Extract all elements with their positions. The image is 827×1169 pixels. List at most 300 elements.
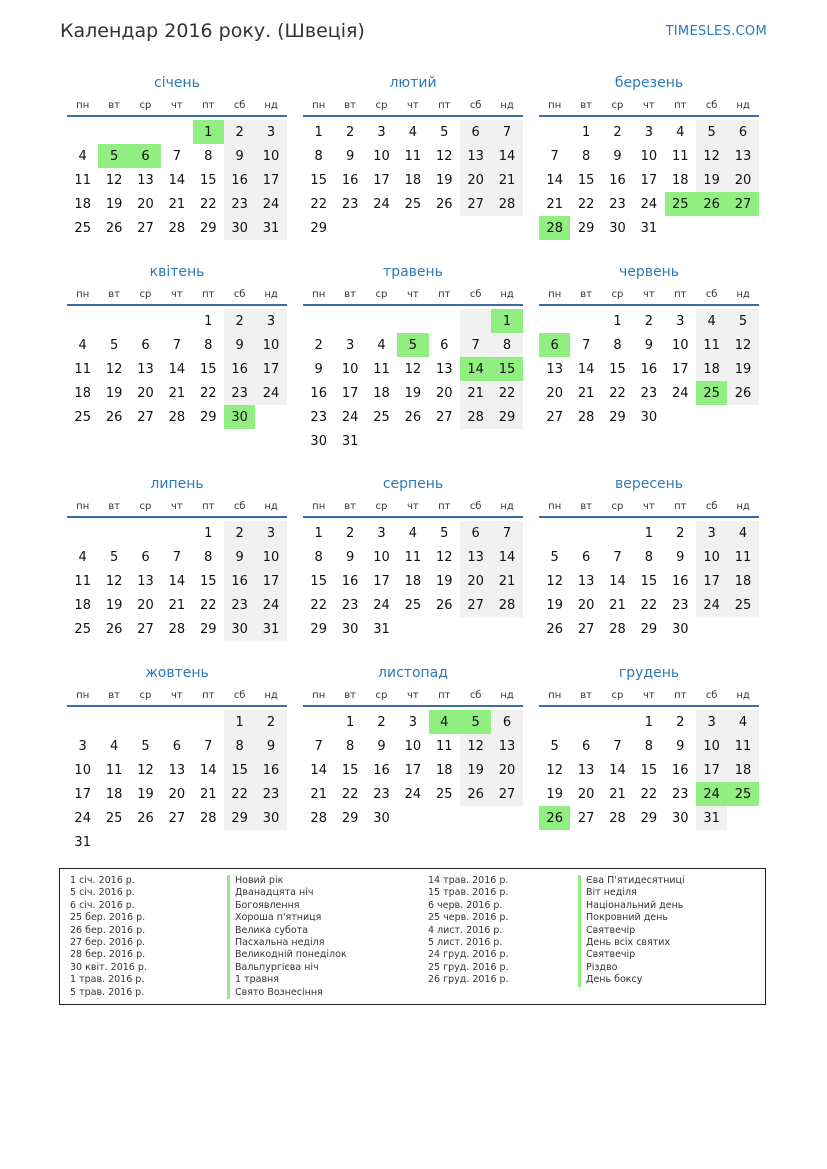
month-name: липень [150, 476, 204, 492]
legend-date: 26 бер. 2016 р. [70, 924, 146, 936]
day-cell: 12 [137, 762, 154, 778]
day-cell: 5 [109, 549, 119, 565]
day-cell: 9 [345, 148, 355, 164]
empty-cell [161, 120, 192, 144]
day-cell: 21 [577, 385, 595, 401]
day-cell: 10 [255, 545, 286, 569]
legend-date: 15 трав. 2016 р. [428, 887, 509, 899]
day-grid [303, 120, 523, 240]
day-cell: 3 [696, 710, 727, 734]
legend-date: 5 лист. 2016 р. [428, 937, 503, 949]
month-block [539, 73, 759, 240]
day-cell: 20 [137, 385, 154, 401]
day-cell: 1 [204, 525, 213, 541]
day-cell: 21 [460, 381, 491, 405]
day-cell: 13 [546, 361, 563, 377]
day-cell: 21 [491, 569, 522, 593]
day-cell: 22 [640, 786, 658, 802]
day-cell: 26 [105, 220, 123, 236]
day-cell: 28 [609, 810, 626, 826]
day-cell: 27 [168, 810, 186, 826]
legend-holiday-name: Богоявлення [227, 900, 347, 912]
day-cell: 10 [640, 148, 658, 164]
weekday-label: вт [580, 501, 592, 512]
day-cell: 8 [345, 738, 355, 754]
day-cell: 13 [577, 573, 595, 589]
day-cell: 3 [676, 313, 685, 329]
day-grid [67, 120, 287, 240]
day-cell: 16 [255, 758, 286, 782]
weekday-label: пн [548, 690, 562, 701]
day-cell: 21 [609, 786, 626, 802]
holiday-day-cell: 26 [696, 192, 727, 216]
day-cell: 8 [314, 549, 323, 565]
empty-cell [67, 521, 98, 545]
day-cell: 2 [377, 714, 386, 730]
day-cell: 24 [341, 409, 359, 425]
day-cell: 13 [137, 361, 154, 377]
day-cell: 20 [137, 196, 154, 212]
day-cell: 18 [404, 172, 422, 188]
holiday-day-cell: 27 [727, 192, 758, 216]
weekday-header [303, 99, 523, 117]
day-cell: 28 [460, 405, 491, 429]
weekday-label: ср [139, 501, 152, 512]
day-cell: 22 [609, 385, 626, 401]
day-cell: 2 [224, 521, 255, 545]
empty-cell [130, 309, 161, 333]
day-cell: 18 [74, 196, 91, 212]
day-cell: 12 [105, 573, 123, 589]
day-cell: 7 [581, 337, 591, 353]
month-name: квітень [149, 264, 205, 280]
month-block [303, 474, 523, 641]
day-cell: 17 [696, 569, 727, 593]
day-cell: 13 [137, 573, 154, 589]
day-cell: 6 [460, 120, 491, 144]
day-cell: 12 [727, 333, 758, 357]
day-cell: 5 [109, 337, 119, 353]
legend-names-right [578, 875, 685, 987]
day-cell: 31 [255, 617, 286, 641]
day-cell: 7 [172, 337, 181, 353]
day-cell: 18 [74, 385, 91, 401]
day-cell: 8 [224, 734, 255, 758]
legend-holiday-name: День всіх святих [578, 937, 685, 949]
day-cell: 10 [696, 545, 727, 569]
weekday-label: сб [233, 690, 246, 701]
weekday-label: ср [375, 501, 388, 512]
weekday-label: пт [438, 100, 451, 111]
day-cell: 29 [640, 810, 658, 826]
legend-holiday-name: 1 травня [227, 974, 347, 986]
day-cell: 29 [224, 806, 255, 830]
day-cell: 18 [435, 762, 453, 778]
day-cell: 16 [671, 762, 689, 778]
day-cell: 24 [255, 593, 286, 617]
day-cell: 9 [345, 549, 355, 565]
legend-dates-right [428, 875, 509, 987]
day-cell: 8 [613, 337, 622, 353]
day-cell: 15 [341, 762, 359, 778]
day-cell: 27 [577, 810, 595, 826]
day-cell: 25 [373, 409, 390, 425]
legend-holiday-name: Святвечір [578, 925, 685, 937]
day-cell: 2 [224, 120, 255, 144]
day-cell: 8 [204, 549, 213, 565]
legend-date: 4 лист. 2016 р. [428, 924, 503, 936]
month-block [67, 73, 287, 240]
day-cell: 27 [435, 409, 453, 425]
empty-cell [98, 309, 129, 333]
day-cell: 30 [255, 806, 286, 830]
day-cell: 12 [460, 734, 491, 758]
day-cell: 15 [609, 361, 626, 377]
day-grid [67, 710, 287, 854]
weekday-label: нд [500, 289, 514, 300]
day-cell: 17 [74, 786, 91, 802]
day-cell: 23 [224, 381, 255, 405]
day-cell: 2 [345, 124, 355, 140]
day-cell: 10 [671, 337, 689, 353]
weekday-label: чт [171, 690, 183, 701]
day-cell: 2 [676, 525, 685, 541]
day-cell: 26 [137, 810, 154, 826]
holiday-day-cell: 6 [130, 144, 161, 168]
day-cell: 7 [613, 738, 622, 754]
day-cell: 24 [671, 385, 689, 401]
day-cell: 21 [199, 786, 217, 802]
day-cell: 19 [460, 758, 491, 782]
legend-date: 25 груд. 2016 р. [428, 961, 509, 973]
month-name: лютий [389, 75, 437, 91]
day-cell: 28 [168, 220, 186, 236]
day-cell: 11 [74, 172, 91, 188]
day-cell: 5 [550, 549, 559, 565]
day-cell: 18 [727, 569, 758, 593]
brand-link[interactable]: TIMESLES.COM [665, 24, 767, 39]
day-cell: 2 [644, 313, 653, 329]
day-cell: 24 [74, 810, 91, 826]
day-cell: 15 [310, 172, 327, 188]
day-cell: 5 [550, 738, 559, 754]
legend-holiday-name: Покровний день [578, 912, 685, 924]
day-cell: 3 [255, 120, 286, 144]
day-cell: 30 [640, 409, 658, 425]
day-cell: 8 [644, 549, 653, 565]
day-cell: 6 [581, 549, 591, 565]
weekday-label: чт [407, 690, 419, 701]
day-cell: 31 [640, 220, 658, 236]
weekday-header [67, 288, 287, 306]
day-cell: 6 [141, 549, 150, 565]
empty-cell [602, 710, 633, 734]
month-block [539, 663, 759, 830]
empty-cell [67, 710, 98, 734]
weekday-label: вт [108, 690, 120, 701]
day-cell: 11 [671, 148, 689, 164]
day-cell: 11 [727, 734, 758, 758]
day-cell: 17 [696, 758, 727, 782]
day-cell: 18 [74, 597, 91, 613]
day-cell: 19 [137, 786, 154, 802]
legend-holiday-name: Велика субота [227, 925, 347, 937]
legend-date: 6 січ. 2016 р. [70, 899, 135, 911]
weekday-label: чт [643, 690, 655, 701]
day-cell: 27 [577, 621, 595, 637]
weekday-label: сб [705, 100, 718, 111]
holiday-day-cell: 25 [696, 381, 727, 405]
day-cell: 11 [404, 148, 422, 164]
day-cell: 9 [676, 549, 685, 565]
day-cell: 31 [373, 621, 390, 637]
empty-cell [570, 309, 601, 333]
weekday-label: чт [643, 100, 655, 111]
day-cell: 22 [199, 597, 217, 613]
day-cell: 10 [74, 762, 91, 778]
day-cell: 24 [255, 381, 286, 405]
day-cell: 14 [609, 762, 626, 778]
day-cell: 13 [435, 361, 453, 377]
day-cell: 26 [105, 409, 123, 425]
weekday-header [303, 689, 523, 707]
empty-cell [429, 309, 460, 333]
day-cell: 21 [609, 597, 626, 613]
day-cell: 2 [345, 525, 355, 541]
empty-cell [98, 120, 129, 144]
day-cell: 12 [435, 549, 453, 565]
day-cell: 26 [435, 196, 453, 212]
day-cell: 15 [199, 172, 217, 188]
day-grid [67, 309, 287, 429]
day-cell: 13 [168, 762, 186, 778]
weekday-label: нд [500, 690, 514, 701]
day-cell: 11 [435, 738, 453, 754]
day-cell: 16 [609, 172, 626, 188]
day-cell: 9 [644, 337, 653, 353]
day-cell: 19 [105, 385, 123, 401]
day-cell: 13 [491, 734, 522, 758]
holiday-legend [59, 868, 766, 1005]
day-cell: 4 [408, 525, 417, 541]
page-title: Календар 2016 року. (Швеція) [60, 20, 365, 42]
day-cell: 20 [577, 597, 595, 613]
day-cell: 4 [78, 337, 87, 353]
day-grid [539, 309, 759, 429]
day-cell: 2 [613, 124, 622, 140]
day-cell: 6 [460, 521, 491, 545]
day-cell: 1 [314, 525, 323, 541]
day-cell: 4 [377, 337, 386, 353]
day-cell: 29 [609, 409, 626, 425]
day-cell: 4 [78, 549, 87, 565]
weekday-label: нд [264, 289, 278, 300]
day-cell: 11 [727, 545, 758, 569]
day-cell: 29 [491, 405, 522, 429]
weekday-label: сб [705, 690, 718, 701]
day-cell: 7 [172, 148, 181, 164]
day-cell: 7 [314, 738, 323, 754]
day-cell: 22 [199, 196, 217, 212]
day-cell: 15 [199, 361, 217, 377]
day-cell: 9 [224, 144, 255, 168]
day-cell: 14 [168, 361, 186, 377]
day-cell: 20 [546, 385, 563, 401]
day-cell: 27 [137, 409, 154, 425]
day-cell: 10 [373, 549, 390, 565]
legend-date: 27 бер. 2016 р. [70, 937, 146, 949]
day-cell: 16 [310, 385, 327, 401]
day-cell: 5 [696, 120, 727, 144]
day-cell: 18 [404, 573, 422, 589]
day-cell: 26 [546, 621, 563, 637]
day-cell: 4 [408, 124, 417, 140]
weekday-label: сб [233, 501, 246, 512]
month-block [67, 663, 287, 854]
day-cell: 11 [74, 361, 91, 377]
weekday-label: пт [674, 289, 687, 300]
day-cell: 17 [373, 573, 390, 589]
day-cell: 20 [577, 786, 595, 802]
day-cell: 25 [105, 810, 123, 826]
month-name: листопад [378, 665, 448, 681]
holiday-day-cell: 14 [460, 357, 491, 381]
day-cell: 27 [137, 621, 154, 637]
day-cell: 1 [224, 710, 255, 734]
day-cell: 27 [460, 192, 491, 216]
day-cell: 16 [671, 573, 689, 589]
day-cell: 8 [204, 148, 213, 164]
legend-holiday-name: Різдво [578, 962, 685, 974]
weekday-label: ср [375, 690, 388, 701]
empty-cell [366, 309, 397, 333]
day-cell: 30 [373, 810, 390, 826]
day-cell: 23 [640, 385, 658, 401]
empty-cell [67, 309, 98, 333]
empty-cell [130, 710, 161, 734]
day-cell: 15 [640, 573, 658, 589]
day-cell: 25 [727, 593, 758, 617]
day-cell: 29 [640, 621, 658, 637]
month-name: червень [618, 264, 680, 280]
day-cell: 7 [491, 521, 522, 545]
day-cell: 13 [727, 144, 758, 168]
day-cell: 14 [199, 762, 217, 778]
weekday-label: нд [736, 501, 750, 512]
day-cell: 11 [404, 549, 422, 565]
day-cell: 9 [613, 148, 622, 164]
weekday-label: вт [344, 100, 356, 111]
empty-cell [303, 710, 334, 734]
weekday-label: сб [469, 100, 482, 111]
day-cell: 8 [644, 738, 653, 754]
weekday-label: нд [264, 100, 278, 111]
day-cell: 19 [546, 786, 563, 802]
day-cell: 28 [491, 192, 522, 216]
day-cell: 19 [105, 597, 123, 613]
legend-date: 1 трав. 2016 р. [70, 974, 145, 986]
holiday-day-cell: 6 [539, 333, 570, 357]
weekday-label: ср [611, 289, 624, 300]
day-cell: 24 [255, 192, 286, 216]
day-cell: 23 [255, 782, 286, 806]
empty-cell [161, 309, 192, 333]
legend-date: 6 черв. 2016 р. [428, 899, 503, 911]
weekday-label: пн [312, 289, 326, 300]
day-cell: 18 [373, 385, 390, 401]
weekday-label: сб [233, 289, 246, 300]
weekday-label: нд [264, 501, 278, 512]
weekday-label: сб [469, 289, 482, 300]
day-cell: 20 [727, 168, 758, 192]
day-cell: 8 [204, 337, 213, 353]
legend-date: 5 січ. 2016 р. [70, 887, 135, 899]
day-cell: 15 [577, 172, 595, 188]
weekday-label: пн [312, 100, 326, 111]
legend-names-left [227, 875, 347, 999]
day-cell: 1 [314, 124, 323, 140]
day-cell: 25 [404, 196, 422, 212]
weekday-label: ср [375, 100, 388, 111]
day-cell: 5 [141, 738, 150, 754]
day-cell: 14 [168, 172, 186, 188]
empty-cell [130, 521, 161, 545]
day-cell: 19 [435, 573, 453, 589]
legend-holiday-name: Святвечір [578, 949, 685, 961]
day-cell: 1 [345, 714, 355, 730]
day-cell: 13 [460, 144, 491, 168]
day-cell: 9 [224, 545, 255, 569]
day-cell: 23 [341, 196, 359, 212]
day-cell: 10 [255, 333, 286, 357]
day-cell: 2 [314, 337, 323, 353]
day-cell: 14 [310, 762, 327, 778]
day-cell: 19 [546, 597, 563, 613]
day-cell: 15 [640, 762, 658, 778]
legend-date: 25 черв. 2016 р. [428, 912, 509, 924]
weekday-label: чт [407, 501, 419, 512]
holiday-day-cell: 30 [224, 405, 255, 429]
empty-cell [161, 710, 192, 734]
day-cell: 25 [435, 786, 453, 802]
day-cell: 22 [310, 196, 327, 212]
day-cell: 29 [199, 409, 217, 425]
day-cell: 22 [577, 196, 595, 212]
weekday-label: чт [407, 100, 419, 111]
day-cell: 23 [310, 409, 327, 425]
day-cell: 22 [341, 786, 359, 802]
day-grid [539, 521, 759, 641]
day-cell: 24 [373, 597, 390, 613]
day-cell: 10 [341, 361, 359, 377]
legend-holiday-name: Великодній понеділок [227, 949, 347, 961]
empty-cell [570, 521, 601, 545]
day-cell: 18 [105, 786, 123, 802]
day-cell: 20 [460, 569, 491, 593]
month-block [539, 262, 759, 429]
day-cell: 5 [727, 309, 758, 333]
day-cell: 10 [696, 734, 727, 758]
legend-date: 14 трав. 2016 р. [428, 875, 509, 886]
weekday-label: ср [139, 100, 152, 111]
empty-cell [98, 710, 129, 734]
day-cell: 1 [581, 124, 591, 140]
day-cell: 28 [609, 621, 626, 637]
day-cell: 3 [78, 738, 87, 754]
day-cell: 19 [727, 357, 758, 381]
day-cell: 17 [341, 385, 359, 401]
month-block [539, 474, 759, 641]
